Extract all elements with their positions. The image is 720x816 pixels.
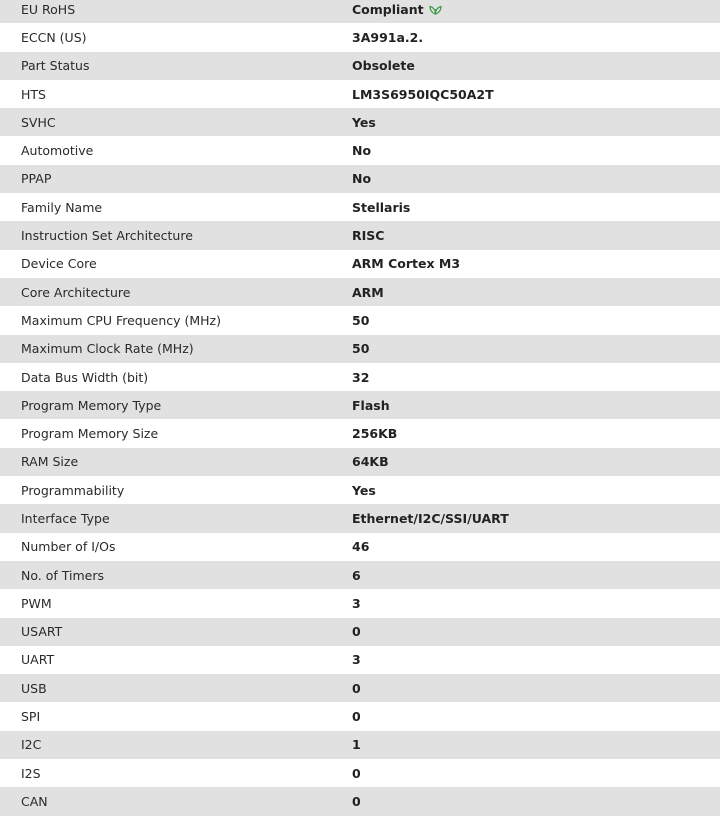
spec-value-cell [352,2,720,17]
spec-value: 46 [352,539,370,555]
spec-label: EU RoHS [21,1,76,17]
spec-label: Device Core [21,256,97,272]
spec-row-max-clock-rate [0,335,720,363]
spec-label: Program Memory Size [21,426,159,442]
spec-value: 3 [352,595,361,611]
spec-label: SPI [21,709,41,725]
spec-label: Instruction Set Architecture [21,228,193,244]
spec-row-i2s [0,759,720,787]
spec-row-can [0,787,720,815]
spec-row-eu-rohs [0,0,720,23]
spec-label: Part Status [21,58,90,74]
spec-label: Program Memory Type [21,397,162,413]
leaf-icon [429,4,442,15]
spec-value: 6 [352,567,361,583]
spec-value: 1 [352,737,361,753]
spec-value: ARM Cortex M3 [352,256,461,272]
spec-value: 256KB [352,426,398,442]
spec-value: 50 [352,312,370,328]
spec-row-pwm [0,589,720,617]
spec-value: Yes [352,114,376,130]
spec-value: Stellaris [352,199,411,215]
spec-value: LM3S6950IQC50A2T [352,86,494,102]
spec-row-data-bus-width [0,363,720,391]
spec-label: RAM Size [21,454,79,470]
spec-row-number-of-ios [0,533,720,561]
spec-label: USB [21,680,47,696]
spec-label: Maximum Clock Rate (MHz) [21,341,194,357]
spec-label: PPAP [21,171,52,187]
spec-row-device-core [0,250,720,278]
spec-row-spi [0,702,720,730]
spec-row-uart [0,646,720,674]
spec-row-program-memory-size [0,419,720,447]
spec-row-family-name [0,193,720,221]
spec-value: 0 [352,624,361,640]
spec-label: I2C [21,737,42,753]
spec-row-isa [0,221,720,249]
spec-value: Compliant [352,1,424,17]
spec-value: 50 [352,341,370,357]
spec-row-interface-type [0,504,720,532]
spec-label: Core Architecture [21,284,131,300]
spec-label: USART [21,624,63,640]
spec-value: Yes [352,482,376,498]
spec-value: 3A991a.2. [352,29,424,45]
spec-row-usb [0,674,720,702]
spec-label: No. of Timers [21,567,104,583]
spec-label: PWM [21,595,52,611]
spec-label: UART [21,652,55,668]
spec-value: 3 [352,652,361,668]
spec-value: 64KB [352,454,389,470]
spec-row-eccn [0,23,720,51]
spec-row-i2c [0,731,720,759]
spec-value: Flash [352,397,390,413]
spec-value: Ethernet/I2C/SSI/UART [352,510,509,526]
spec-row-part-status [0,52,720,80]
spec-label: Data Bus Width (bit) [21,369,149,385]
spec-row-ram-size [0,448,720,476]
spec-value: No [352,171,372,187]
spec-label: HTS [21,86,46,102]
spec-value: 0 [352,765,361,781]
spec-row-timers [0,561,720,589]
spec-label: SVHC [21,114,56,130]
spec-row-ppap [0,165,720,193]
spec-value: 0 [352,680,361,696]
spec-label: Programmability [21,482,125,498]
spec-label: Maximum CPU Frequency (MHz) [21,312,221,328]
spec-label: I2S [21,765,41,781]
spec-value: RISC [352,228,385,244]
spec-row-automotive [0,136,720,164]
spec-row-hts [0,80,720,108]
spec-label: ECCN (US) [21,29,87,45]
spec-value: No [352,143,372,159]
spec-row-svhc [0,108,720,136]
spec-value: 0 [352,709,361,725]
spec-row-max-cpu-frequency [0,306,720,334]
spec-value: ARM [352,284,384,300]
spec-label: CAN [21,793,48,809]
spec-value: Obsolete [352,58,415,74]
spec-row-usart [0,618,720,646]
spec-value: 32 [352,369,370,385]
spec-label: Number of I/Os [21,539,116,555]
spec-row-program-memory-type [0,391,720,419]
spec-value: 0 [352,793,361,809]
spec-label: Family Name [21,199,103,215]
spec-label: Automotive [21,143,94,159]
spec-row-programmability [0,476,720,504]
spec-row-core-architecture [0,278,720,306]
spec-label: Interface Type [21,510,110,526]
